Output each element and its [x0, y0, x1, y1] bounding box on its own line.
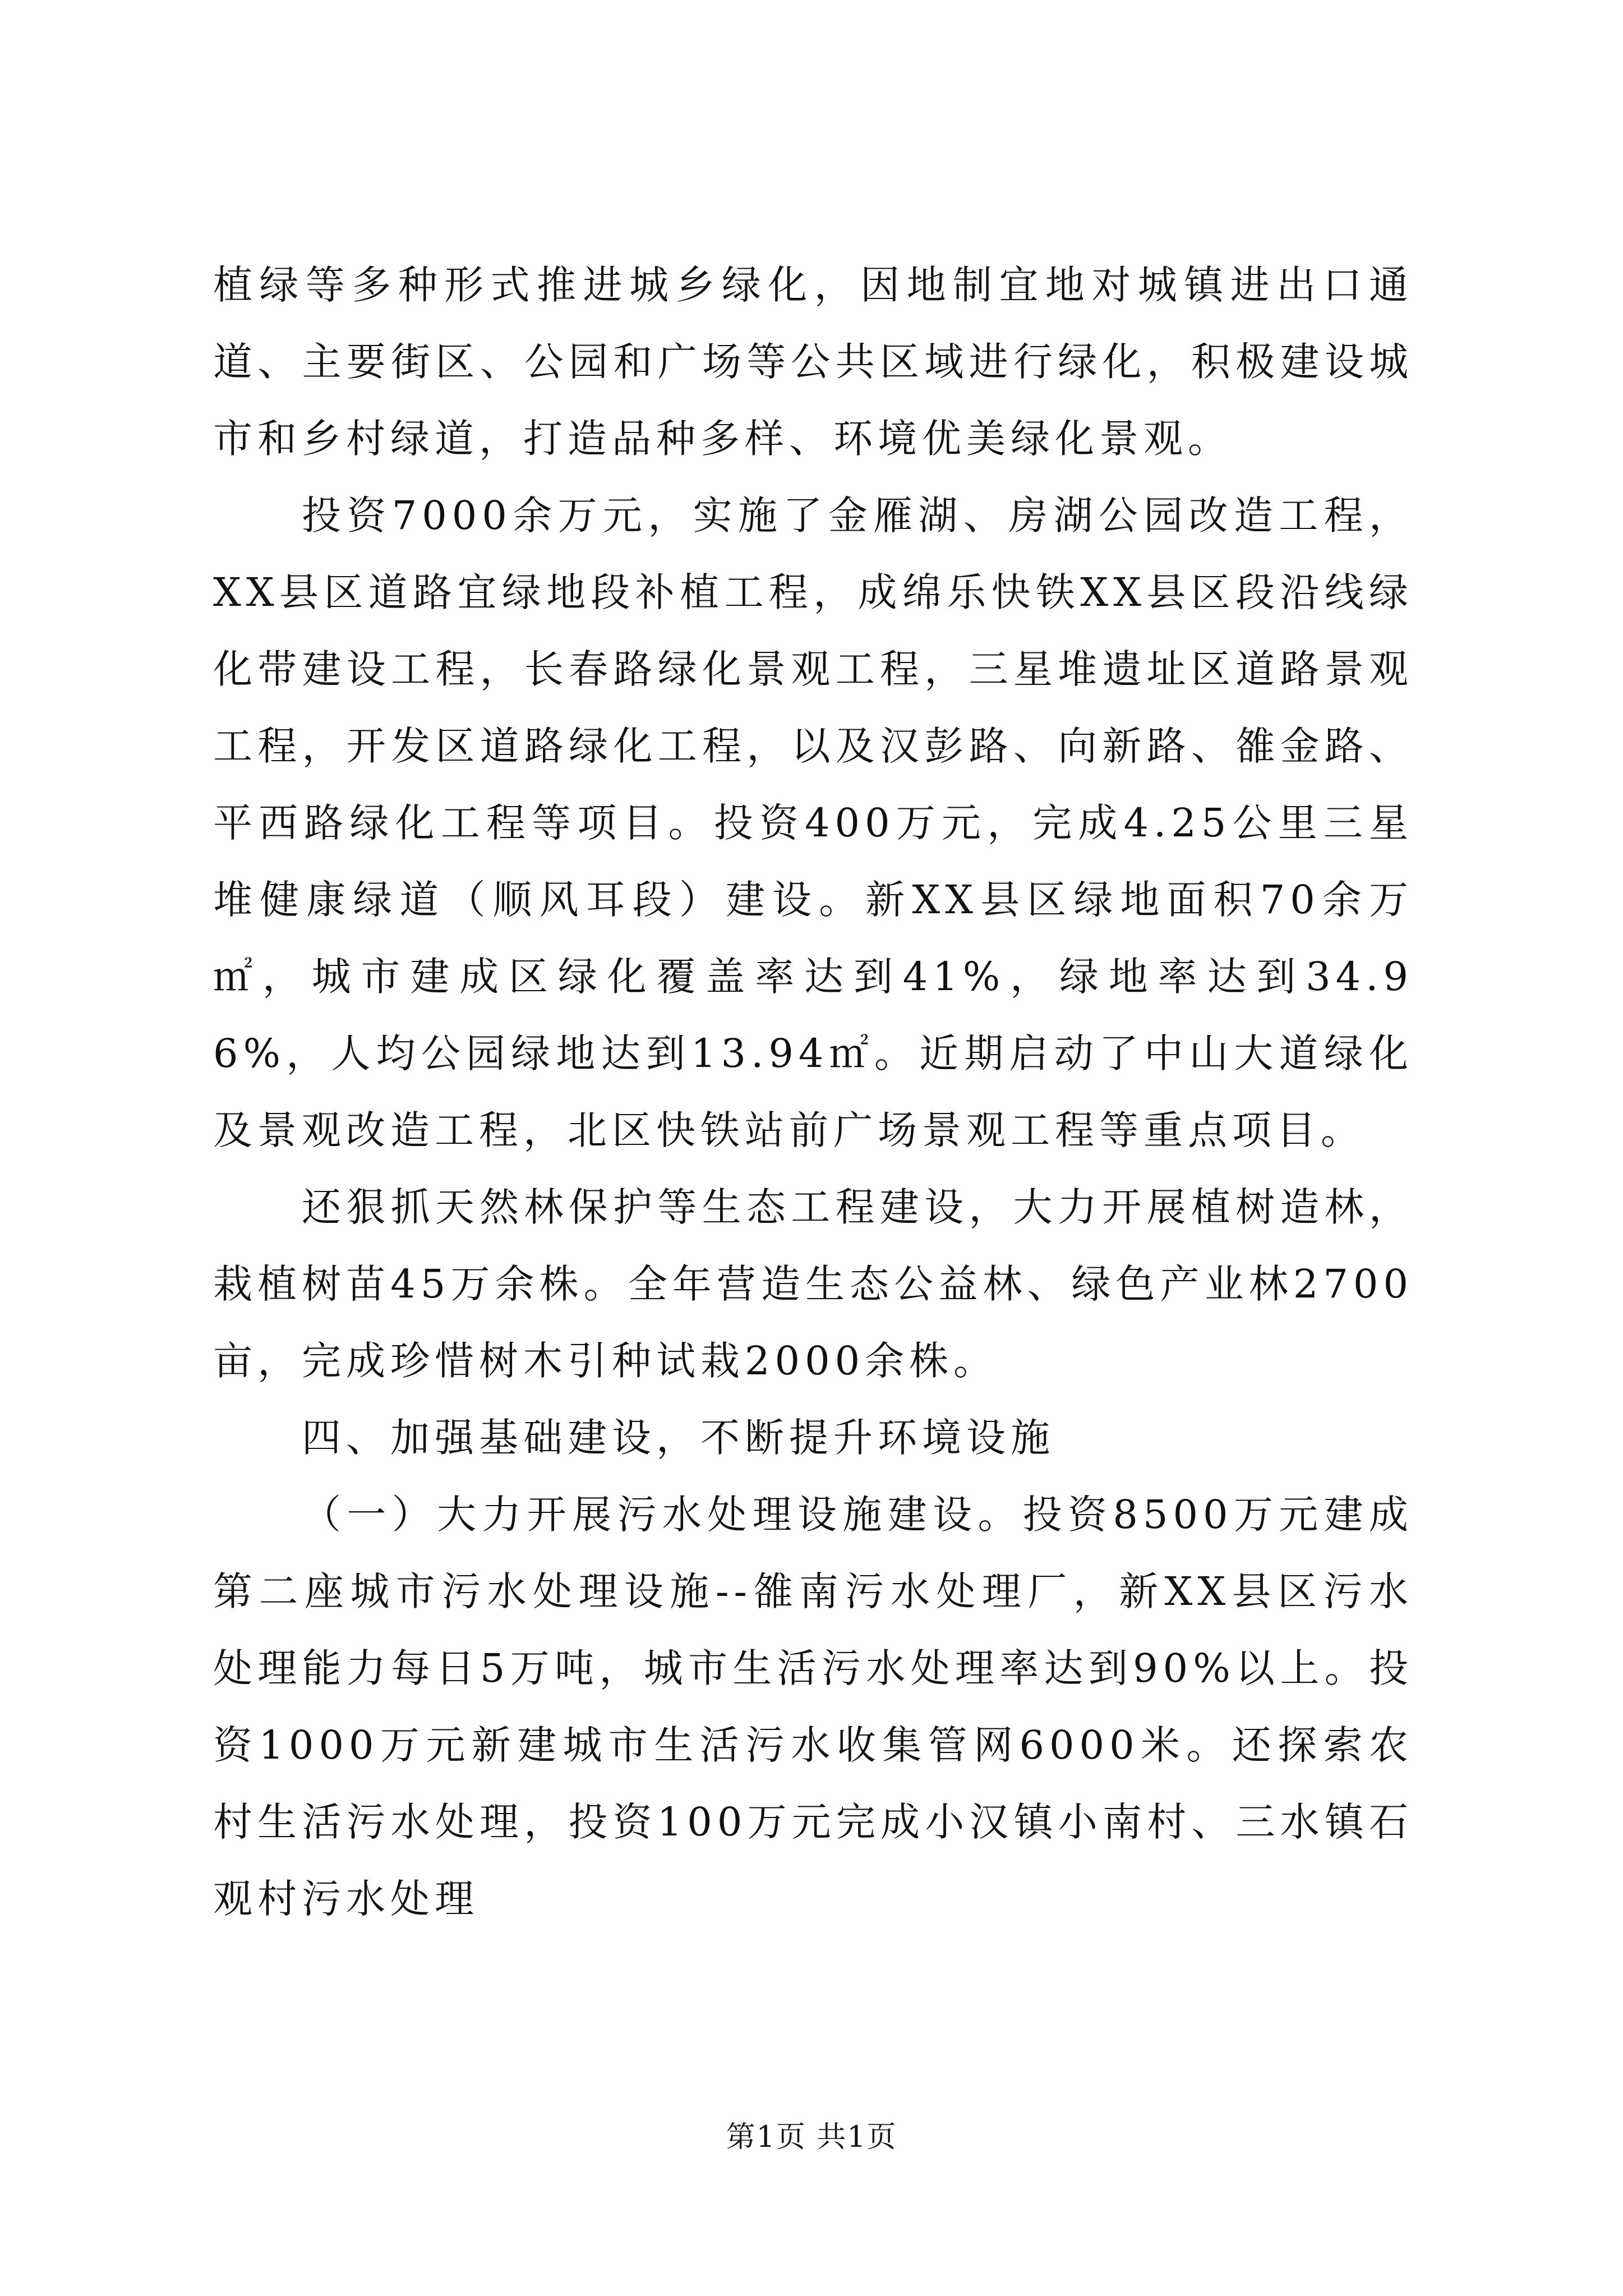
paragraph-greening-methods: 植绿等多种形式推进城乡绿化，因地制宜地对城镇进出口通道、主要街区、公园和广场等公共区域进行绿化，积极建设城市和乡村绿道，打造品种多样、环境优美绿化景观。: [213, 262, 1413, 462]
paragraph-forest-protection: 还狠抓天然林保护等生态工程建设，大力开展植树造林，栽植树苗45万余株。全年营造生态公益林、绿色产业林2700亩，完成珍惜树木引种试栽2000余株。: [213, 1184, 1413, 1384]
paragraph-sewage-treatment: （一）大力开展污水处理设施建设。投资8500万元建成第二座城市污水处理设施--雒南污水处理厂，新XX县区污水处理能力每日5万吨，城市生活污水处理率达到90%以上。投资1000万元新建城市生活污水收集管网6000米。还探索农村生活污水处理，投资100万元完成小汉镇小南村、三水镇石观村污水处理: [213, 1492, 1413, 1922]
page-footer: 第1页 共1页: [726, 2120, 897, 2154]
document-body: [213, 247, 1413, 1938]
paragraph-greening-investment: 投资7000余万元，实施了金雁湖、房湖公园改造工程，XX县区道路宜绿地段补植工程，成绵乐快铁XX县区段沿线绿化带建设工程，长春路绿化景观工程，三星堆遗址区道路景观工程，开发区道路绿化工程，以及汉彭路、向新路、雒金路、平西路绿化工程等项目。投资400万元，完成4.25公里三星堆健康绿道（顺风耳段）建设。新XX县区绿地面积70余万㎡，城市建成区绿化覆盖率达到41%，绿地率达到34.96%，人均公园绿地达到13.94㎡。近期启动了中山大道绿化及景观改造工程，北区快铁站前广场景观工程等重点项目。: [213, 493, 1413, 1153]
section-heading-infrastructure: 四、加强基础建设，不断提升环境设施: [302, 1415, 1055, 1461]
